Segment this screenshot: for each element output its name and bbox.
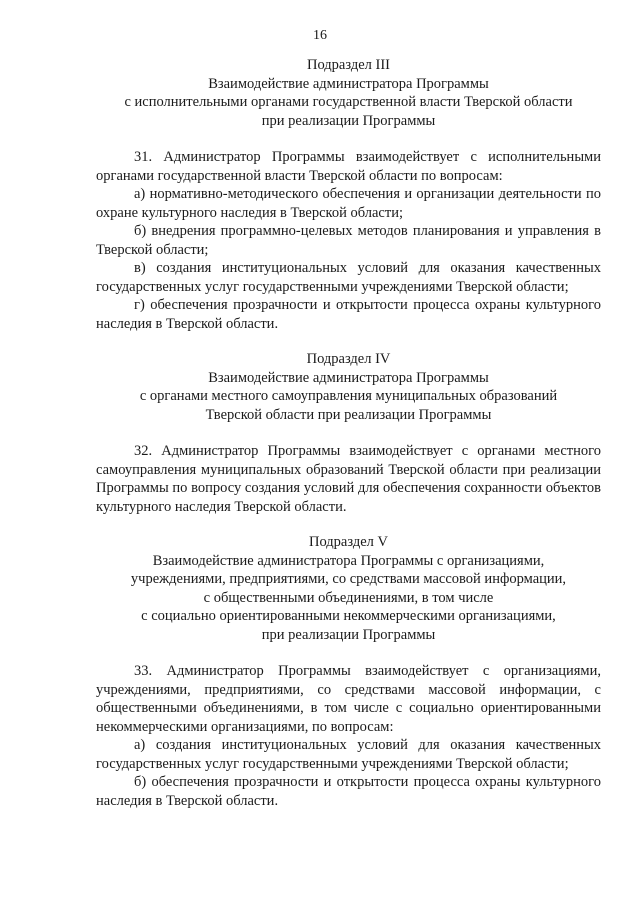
page-number: 16 [313,28,327,43]
subsection-heading-line: Взаимодействие администратора Программы с организациями, [152,552,545,569]
subsection-title: Подраздел V [309,534,388,550]
subsection-heading-line: Тверской области при реализации Программы [205,406,492,423]
list-item: г) обеспечения прозрачности и открытости процесса охраны культурного наследия в Тверской области. [96,297,601,332]
subsection-heading-line: с социально ориентированными некоммерческими организациями, [141,608,556,624]
list-item: а) нормативно-методического обеспечения и организации деятельности по охране культурного наследия в Тверской области; [96,186,601,221]
subsection-heading-line: при реализации Программы [261,626,436,643]
subsection-title: Подраздел IV [306,351,391,367]
list-item: б) внедрения программно-целевых методов планирования и управления в Тверской области; [96,223,601,258]
paragraph-31: 31. Администратор Программы взаимодействует с исполнительными органами государственной власти Тверской области по вопросам: [96,149,601,184]
subsection-heading-v [96,533,601,644]
paragraph-33: 33. Администратор Программы взаимодействует с организациями, учреждениями, предприятиями, со средствами массовой информации, с общественными объединениями, в том числе с социально ориентированными некоммерческими организациями, по вопросам: [96,663,601,735]
subsection-heading-line: учреждениями, предприятиями, со средствами массовой информации, [130,571,567,587]
subsection-heading-line: с органами местного самоуправления муниципальных образований [139,388,558,404]
subsection-heading-line: при реализации Программы [261,112,436,129]
subsection-heading-line: Взаимодействие администратора Программы [208,369,489,386]
subsection-heading-iv [96,350,601,424]
list-item: а) создания институциональных условий для оказания качественных государственных услуг государственными учреждениями Тверской области; [96,737,601,772]
subsection-heading-line: с общественными объединениями, в том числе [203,589,494,606]
paragraph-32: 32. Администратор Программы взаимодействует с органами местного самоуправления муниципальных образований Тверской области при реализации Программы по вопросу создания условий для обеспечения сохранности объектов культурного наследия Тверской области. [96,443,601,515]
subsection-heading-line: с исполнительными органами государственной власти Тверской области [124,94,573,110]
list-item: в) создания институциональных условий для оказания качественных государственных услуг государственными учреждениями Тверской области; [96,260,601,295]
subsection-title: Подраздел III [307,57,390,73]
subsection-heading-line: Взаимодействие администратора Программы [208,75,489,92]
list-item: б) обеспечения прозрачности и открытости процесса охраны культурного наследия в Тверской области. [96,774,601,809]
document-body [96,56,601,810]
subsection-heading-iii [96,56,601,130]
